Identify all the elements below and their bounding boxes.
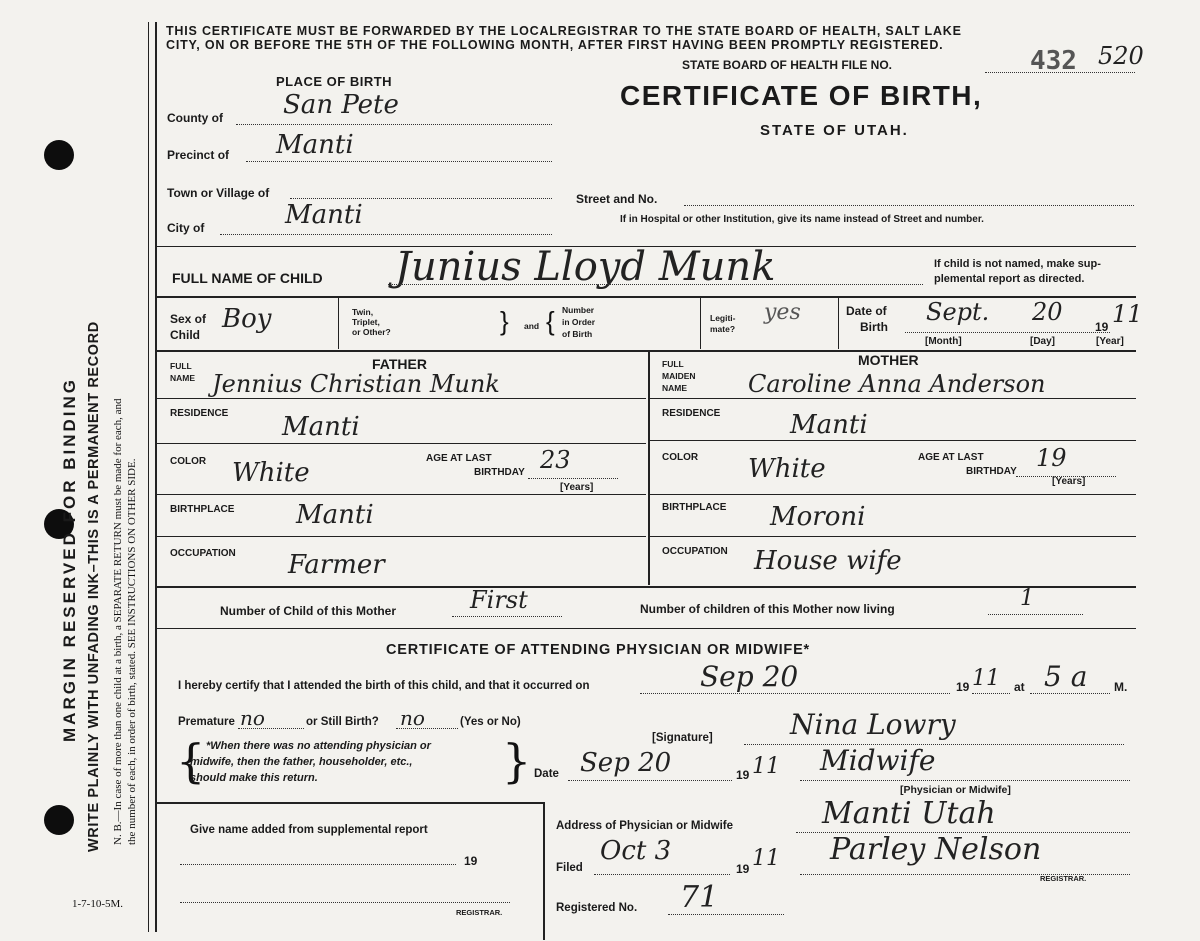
father-age-value: 23: [540, 446, 571, 474]
binding-hole-top: [44, 140, 74, 170]
occurred-year-prefix: 19: [956, 680, 970, 694]
still-birth-label: or Still Birth?: [306, 716, 379, 728]
note-brace-left-icon: {: [176, 734, 206, 788]
order-label-line3: of Birth: [562, 329, 593, 339]
twin-label-line3: or Other?: [352, 327, 391, 337]
occurred-year-line: [972, 693, 1010, 694]
twin-brace-icon: }: [500, 306, 509, 336]
role-caption: [Physician or Midwife]: [900, 784, 1011, 796]
rule-lower-section: [156, 802, 544, 804]
father-age-label-line1: AGE AT LAST: [426, 453, 492, 464]
margin-reserved-text: MARGIN RESERVED FOR BINDING: [60, 377, 79, 742]
date-year-prefix: 19: [736, 768, 750, 782]
child-of-mother-line: [452, 616, 562, 617]
not-named-note-line1: If child is not named, make sup-: [934, 258, 1101, 270]
county-label: County of: [167, 111, 223, 125]
father-occupation-value: Farmer: [288, 550, 385, 580]
father-occupation-label: OCCUPATION: [170, 548, 236, 559]
role-line: [800, 780, 1130, 781]
dob-day: 20: [1032, 298, 1063, 326]
mother-years-caption: [Years]: [1052, 476, 1086, 487]
mother-age-label-line1: AGE AT LAST: [918, 452, 984, 463]
date-line: [568, 780, 732, 781]
filed-line: [594, 874, 730, 875]
supplemental-heading: Give name added from supplemental report: [190, 824, 428, 836]
mother-residence-rule: [650, 440, 1136, 441]
number-brace-icon: {: [546, 306, 555, 336]
registered-no-label: Registered No.: [556, 902, 638, 914]
mother-name-value: Caroline Anna Anderson: [748, 370, 1046, 398]
father-residence-rule: [156, 443, 646, 444]
rule-counts-bottom: [156, 628, 1136, 629]
dob-line: [905, 332, 1110, 333]
day-caption: [Day]: [1030, 336, 1056, 347]
child-name-line: [388, 284, 923, 285]
county-value: San Pete: [283, 90, 399, 120]
mother-birthplace-label: BIRTHPLACE: [662, 502, 727, 513]
father-residence-value: Manti: [282, 412, 360, 442]
nb-instructions-line1: N. B.—In case of more than one child at a birth, a SEPARATE RETURN must be made for each, and: [112, 398, 124, 845]
certify-text: I hereby certify that I attended the birth of this child, and that it occurred on: [178, 680, 590, 692]
not-named-note-line2: plemental report as directed.: [934, 273, 1085, 285]
father-full-label-line1: FULL: [170, 361, 192, 371]
sex-label-line2: Child: [170, 328, 200, 342]
physician-certificate-heading: CERTIFICATE OF ATTENDING PHYSICIAN OR MIDWIFE*: [386, 642, 810, 658]
father-age-line: [528, 478, 618, 479]
divider-legit-date: [838, 297, 839, 349]
order-label-line2: in Order: [562, 317, 596, 327]
mother-full-label-line3: NAME: [662, 383, 688, 393]
time-line: [1030, 693, 1110, 694]
address-value: Manti Utah: [822, 796, 996, 831]
still-birth-line: [396, 728, 458, 729]
twin-label-line1: Twin,: [352, 307, 374, 317]
forwarding-notice-line1: THIS CERTIFICATE MUST BE FORWARDED BY THE LOCALREGISTRAR TO THE STATE BOARD OF HEALTH, SALT LAKE: [166, 24, 962, 38]
sex-value: Boy: [222, 304, 272, 334]
precinct-label: Precinct of: [167, 148, 230, 162]
father-birthplace-value: Manti: [296, 500, 374, 530]
mother-color-rule: [650, 494, 1136, 495]
child-name-label: FULL NAME OF CHILD: [172, 270, 323, 286]
child-of-mother-value: First: [470, 586, 528, 614]
no-attendant-note-line2: midwife, then the father, householder, etc.,: [190, 756, 413, 768]
meridiem-label: M.: [1114, 680, 1128, 694]
mother-occupation-label: OCCUPATION: [662, 546, 728, 557]
no-attendant-note-line1: *When there was no attending physician or: [206, 740, 431, 752]
write-plainly-text: WRITE PLAINLY WITH UNFADING INK–THIS IS A PERMANENT RECORD: [86, 321, 102, 852]
mother-name-rule: [650, 398, 1136, 399]
dob-label-line1: Date of: [846, 304, 887, 318]
signature-value: Nina Lowry: [790, 708, 956, 741]
mother-heading: MOTHER: [858, 352, 919, 368]
rule-parents-bottom: [156, 586, 1136, 588]
frame-left-border: [155, 22, 157, 932]
signature-label: [Signature]: [652, 732, 713, 744]
twin-label-line2: Triplet,: [352, 317, 380, 327]
father-residence-label: RESIDENCE: [170, 408, 229, 419]
filed-year-prefix: 19: [736, 862, 750, 876]
father-color-label: COLOR: [170, 456, 207, 467]
address-label: Address of Physician or Midwife: [556, 820, 734, 832]
legit-value: yes: [764, 300, 801, 325]
divider-sex-twin: [338, 297, 339, 349]
premature-label: Premature: [178, 716, 235, 728]
note-brace-right-icon: }: [502, 734, 532, 788]
dob-label-line2: Birth: [860, 320, 888, 334]
date-label: Date: [534, 768, 559, 780]
filed-year-value: 11: [752, 846, 780, 871]
town-line: [290, 198, 552, 199]
form-code: 1-7-10-5M.: [72, 898, 124, 910]
father-name-value: Jennius Christian Munk: [212, 370, 500, 398]
year-caption: [Year]: [1096, 336, 1124, 347]
mother-occupation-value: House wife: [754, 546, 902, 576]
father-birthplace-label: BIRTHPLACE: [170, 504, 235, 515]
mother-full-label-line1: FULL: [662, 359, 684, 369]
father-color-rule: [156, 494, 646, 495]
dob-month: Sept.: [926, 298, 990, 326]
nb-instructions-line2: the number of each, in order of birth, stated. SEE INSTRUCTIONS ON OTHER SIDE.: [126, 458, 138, 845]
precinct-line: [246, 161, 552, 162]
city-label: City of: [167, 221, 205, 235]
divider-parents: [648, 351, 650, 585]
father-heading: FATHER: [372, 356, 427, 372]
dob-year-prefix: 19: [1095, 320, 1109, 334]
mother-age-label-line2: BIRTHDAY: [966, 466, 1017, 477]
child-name-value: Junius Lloyd Munk: [395, 244, 776, 290]
and-label: and: [524, 321, 540, 331]
father-birthplace-rule: [156, 536, 646, 537]
occurred-line: [640, 693, 950, 694]
occurred-value: Sep 20: [700, 660, 799, 693]
date-year-value: 11: [752, 754, 780, 779]
precinct-value: Manti: [276, 130, 354, 160]
street-line: [684, 205, 1134, 206]
occurred-year-value: 11: [972, 666, 1000, 691]
registrar-caption: REGISTRAR.: [1040, 874, 1087, 883]
supplemental-year-prefix: 19: [464, 854, 478, 868]
children-living-line: [988, 614, 1083, 615]
premature-value: no: [240, 706, 265, 730]
father-color-value: White: [232, 458, 310, 488]
mother-birthplace-rule: [650, 536, 1136, 537]
binding-hole-bottom: [44, 805, 74, 835]
date-value: Sep 20: [580, 748, 672, 778]
hospital-note: If in Hospital or other Institution, give its name instead of Street and number.: [620, 214, 984, 225]
order-label-line1: Number: [562, 305, 595, 315]
premature-line: [238, 728, 304, 729]
father-years-caption: [Years]: [560, 482, 594, 493]
legit-label-line2: mate?: [710, 324, 736, 334]
legit-label-line1: Legiti-: [710, 313, 736, 323]
mother-residence-value: Manti: [790, 410, 868, 440]
mother-color-value: White: [748, 454, 826, 484]
place-of-birth-heading: PLACE OF BIRTH: [276, 74, 393, 89]
father-age-label-line2: BIRTHDAY: [474, 467, 525, 478]
city-value: Manti: [285, 200, 363, 230]
dob-year-value: 11: [1112, 300, 1143, 328]
children-living-value: 1: [1020, 586, 1034, 611]
file-number-handwritten: 520: [1098, 42, 1144, 70]
month-caption: [Month]: [925, 336, 962, 347]
file-number-label: STATE BOARD OF HEALTH FILE NO.: [682, 58, 892, 72]
town-label: Town or Village of: [167, 186, 270, 200]
street-label: Street and No.: [576, 192, 658, 206]
filed-label: Filed: [556, 862, 583, 874]
certificate-subtitle: STATE OF UTAH.: [760, 122, 909, 139]
at-label: at: [1014, 680, 1025, 694]
yes-no-caption: (Yes or No): [460, 716, 521, 728]
mother-residence-label: RESIDENCE: [662, 408, 721, 419]
role-value: Midwife: [820, 744, 936, 777]
registered-no-value: 71: [680, 880, 719, 915]
mother-age-value: 19: [1036, 444, 1067, 472]
sex-label-line1: Sex of: [170, 312, 207, 326]
city-line: [220, 234, 552, 235]
no-attendant-note-line3: should make this return.: [190, 772, 318, 784]
supplemental-registrar-line: [180, 902, 510, 903]
county-line: [236, 124, 552, 125]
divider-lower-section: [543, 802, 545, 940]
time-value: 5 a: [1044, 660, 1088, 693]
forwarding-notice-line2: CITY, ON OR BEFORE THE 5TH OF THE FOLLOWING MONTH, AFTER FIRST HAVING BEEN PROMPTLY REGISTERED.: [166, 38, 944, 52]
supplemental-name-line: [180, 864, 456, 865]
rule-child-bottom: [156, 350, 1136, 352]
frame-left-border-inner: [148, 22, 149, 932]
mother-color-label: COLOR: [662, 452, 699, 463]
certificate-title: CERTIFICATE OF BIRTH,: [620, 80, 983, 111]
father-name-rule: [156, 398, 646, 399]
father-full-label-line2: NAME: [170, 373, 196, 383]
child-of-mother-label: Number of Child of this Mother: [220, 604, 396, 618]
filed-value: Oct 3: [600, 836, 672, 866]
children-living-label: Number of children of this Mother now living: [640, 602, 895, 616]
still-birth-value: no: [400, 706, 425, 730]
registrar-signature: Parley Nelson: [830, 832, 1042, 867]
file-number-stamp: 432: [1030, 46, 1077, 76]
mother-birthplace-value: Moroni: [770, 502, 866, 532]
mother-full-label-line2: MAIDEN: [662, 371, 696, 381]
supplemental-registrar-caption: REGISTRAR.: [456, 908, 503, 917]
divider-order-legit: [700, 297, 701, 349]
